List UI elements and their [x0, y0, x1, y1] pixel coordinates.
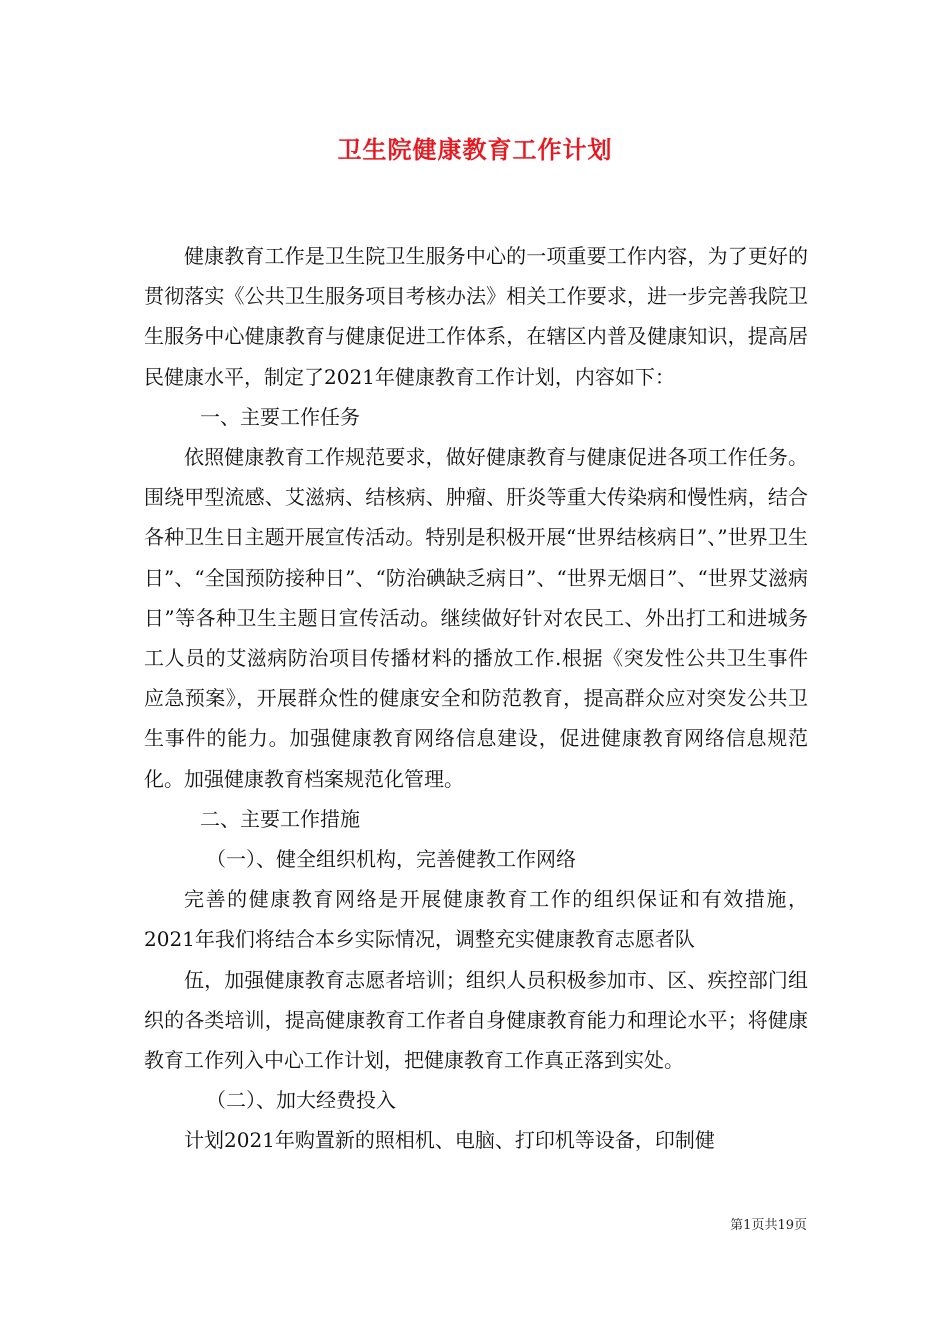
- document-body: [144, 236, 808, 1161]
- training-paragraph: 伍，加强健康教育志愿者培训；组织人员积极参加市、区、疾控部门组织的各类培训，提高健康教育工作者自身健康教育能力和理论水平；将健康教育工作列入中心工作计划，把健康教育工作真正落到实处。: [144, 967, 808, 1073]
- page-indicator: 第1页共19页: [730, 1218, 807, 1233]
- tasks-paragraph: 依照健康教育工作规范要求，做好健康教育与健康促进各项工作任务。围绕甲型流感、艾滋病、结核病、肿瘤、肝炎等重大传染病和慢性病，结合各种卫生日主题开展宣传活动。特别是积极开展“世界结核病日”、”世界卫生日”、“全国预防接种日”、“防治碘缺乏病日”、“世界无烟日”、“世界艾滋病日”等各种卫生主题日宣传活动。继续做好针对农民工、外出打工和进城务工人员的艾滋病防治项目传播材料的播放工作.根据《突发性公共卫生事件应急预案》，开展群众性的健康安全和防范教育，提高群众应对突发公共卫生事件的能力。加强健康教育网络信息建设，促进健康教育网络信息规范化。加强健康教育档案规范化管理。: [144, 445, 808, 791]
- document-title: 卫生院健康教育工作计划: [337, 135, 613, 164]
- subsection-heading-funding: （二）、加大经费投入: [206, 1088, 396, 1113]
- funding-paragraph: 计划2021年购置新的照相机、电脑、打印机等设备，印制健: [184, 1128, 715, 1153]
- subsection-heading-organization: （一）、健全组织机构，完善健教工作网络: [206, 847, 576, 872]
- section-heading-measures: 二、主要工作措施: [200, 806, 360, 831]
- organization-paragraph: 完善的健康教育网络是开展健康教育工作的组织保证和有效措施，2021年我们将结合本乡实际情况，调整充实健康教育志愿者队: [144, 887, 808, 952]
- section-heading-tasks: 一、主要工作任务: [200, 404, 360, 429]
- intro-paragraph: 健康教育工作是卫生院卫生服务中心的一项重要工作内容，为了更好的贯彻落实《公共卫生服务项目考核办法》相关工作要求，进一步完善我院卫生服务中心健康教育与健康促进工作体系，在辖区内普及健康知识，提高居民健康水平，制定了2021年健康教育工作计划，内容如下：: [144, 244, 808, 389]
